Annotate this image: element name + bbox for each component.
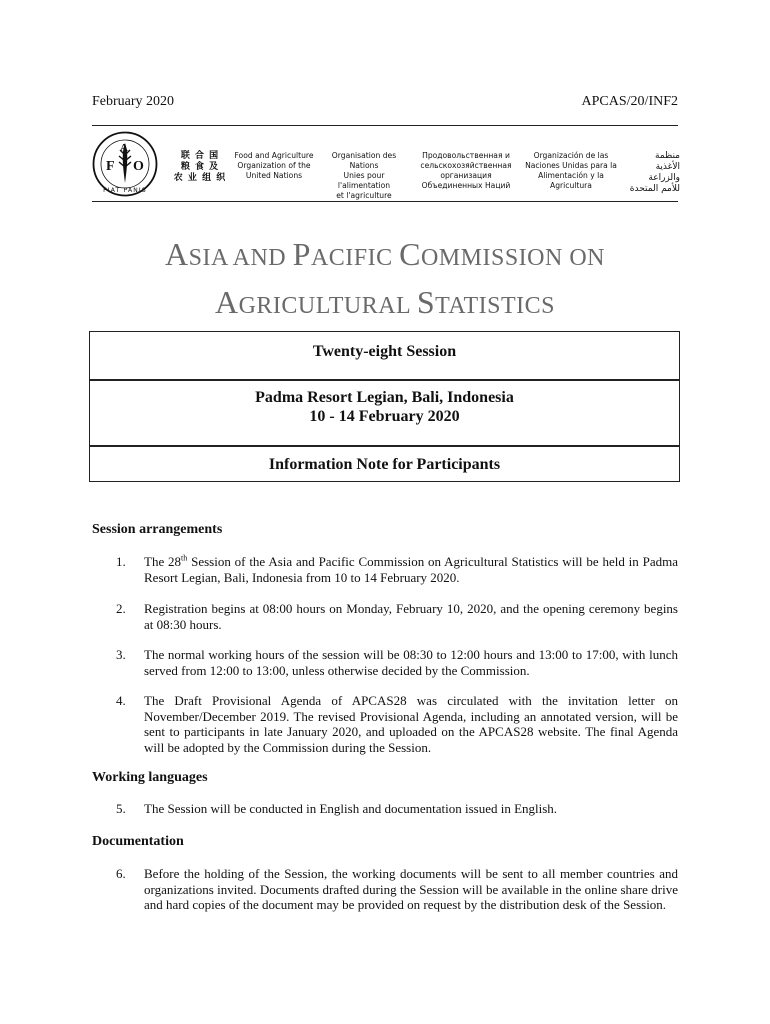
paragraph-3 xyxy=(92,647,678,678)
paragraph-text: The Draft Provisional Agenda of APCAS28 was circulated with the invitation letter on November/December 2019. The revised Provisional Agenda, including an annotated version, will be sent to participants in late January 2020, and uploaded on the APCAS28 website. The final Agenda will be adopted by the Commission during the Session. xyxy=(144,693,678,755)
logo-letter-o: O xyxy=(133,159,144,174)
document-code: APCAS/20/INF2 xyxy=(581,94,678,109)
fao-logo xyxy=(92,131,158,197)
session-name: Twenty-eight Session xyxy=(312,343,457,360)
paragraph-number: 2. xyxy=(116,601,126,616)
logo-letter-f: F xyxy=(106,159,115,174)
logo-letter-a: A xyxy=(120,142,128,154)
paragraph-number: 4. xyxy=(116,693,126,708)
paragraph-text: The normal working hours of the session will be 08:30 to 12:00 hours and 13:00 to 17:00, with lunch served from 12:00 to 13:00, unless otherwise decided by the Commission. xyxy=(144,647,678,678)
org-name-spanish: Organización de las Naciones Unidas para la Alimentación y la Agricultura xyxy=(525,151,617,190)
org-name-english: Food and Agriculture Organization of the United Nations xyxy=(234,151,314,180)
org-name-chinese: 联 合 国 粮 食 及 农 业 组 织 xyxy=(173,151,227,183)
header-rule-bottom xyxy=(92,201,678,202)
paragraph-text: Before the holding of the Session, the working documents will be sent to all member countries and organizations invited. Documents drafted during the Session will be available in the online share drive and hard copies of the document may be provided on request by the distribution desk of the Session. xyxy=(144,866,678,913)
header-rule-top xyxy=(92,125,678,126)
org-name-russian: Продовольственная и сельскохозяйственная организация Объединенных Наций xyxy=(420,151,512,190)
note-title: Information Note for Participants xyxy=(268,456,501,473)
paragraph-5 xyxy=(92,801,678,817)
paragraph-number: 3. xyxy=(116,647,126,662)
paragraph-text: Registration begins at 08:00 hours on Monday, February 10, 2020, and the opening ceremony begins at 08:30 hours. xyxy=(144,601,678,632)
heading-documentation: Documentation xyxy=(92,834,184,849)
paragraph-number: 6. xyxy=(116,866,126,881)
paragraph-6 xyxy=(92,866,678,913)
heading-session-arrangements: Session arrangements xyxy=(92,522,223,537)
paragraph-number: 5. xyxy=(116,801,126,816)
org-name-french: Organisation des Nations Unies pour l'alimentation et l'agriculture xyxy=(331,151,397,200)
paragraph-1 xyxy=(92,554,678,585)
document-date: February 2020 xyxy=(92,94,175,109)
paragraph-2 xyxy=(92,601,678,632)
paragraph-text: The 28th Session of the Asia and Pacific Commission on Agricultural Statistics will be held in Padma Resort Legian, Bali, Indonesia from 10 to 14 February 2020. xyxy=(144,553,678,585)
org-name-arabic: منظمة الأغذية والزراعة للأمم المتحدة xyxy=(629,151,680,194)
commission-title xyxy=(0,232,770,328)
paragraph-4 xyxy=(92,693,678,755)
session-dates: 10 - 14 February 2020 xyxy=(309,408,460,425)
session-name-box xyxy=(89,331,680,381)
heading-working-languages: Working languages xyxy=(92,770,208,785)
paragraph-text: The Session will be conducted in English and documentation issued in English. xyxy=(144,801,558,816)
venue-box xyxy=(89,379,680,447)
logo-motto: FIAT PANIS xyxy=(103,187,147,194)
venue: Padma Resort Legian, Bali, Indonesia xyxy=(255,389,514,406)
title-line-2: AGRICULTURAL STATISTICS xyxy=(214,284,556,320)
title-line-1: ASIA AND PACIFIC COMMISSION ON xyxy=(165,236,605,272)
paragraph-number: 1. xyxy=(116,554,126,569)
note-title-box xyxy=(89,445,680,482)
